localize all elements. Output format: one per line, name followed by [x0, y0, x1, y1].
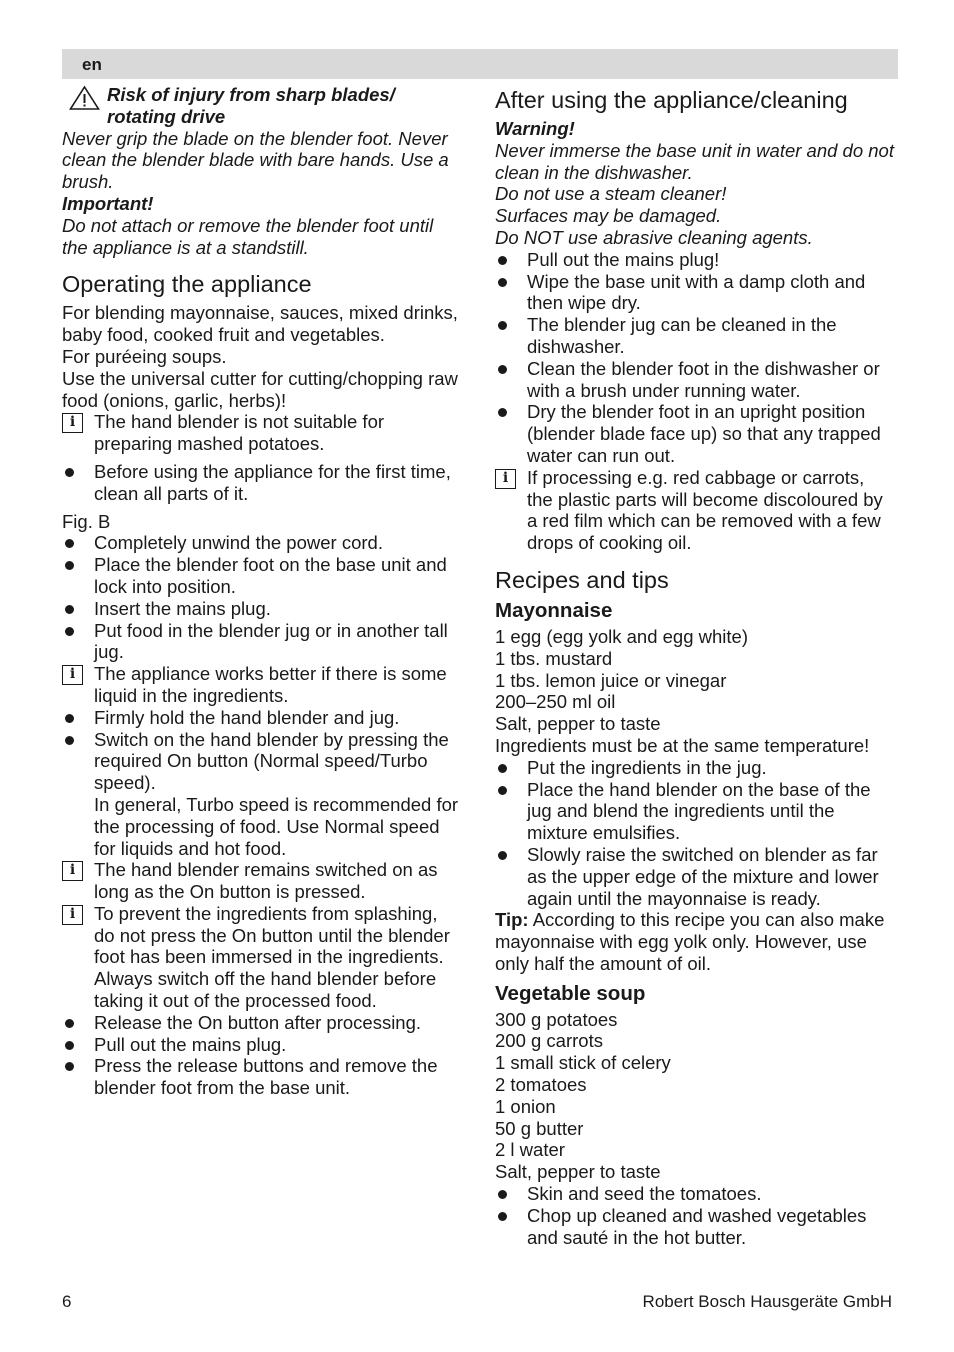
- list-item: Release the On button after processing.: [62, 1012, 462, 1034]
- info-icon: i: [495, 469, 516, 489]
- info-icon: i: [62, 905, 83, 925]
- ingredient-note: Ingredients must be at the same temperature!: [495, 734, 870, 756]
- warning-line: Do not use a steam cleaner!: [495, 183, 727, 205]
- warning-triangle-icon: [62, 85, 107, 111]
- recipes-heading: Recipes and tips: [495, 566, 669, 593]
- ingredient: 200 g carrots: [495, 1030, 603, 1052]
- company-name: Robert Bosch Hausgeräte GmbH: [642, 1292, 892, 1311]
- ingredient: Salt, pepper to taste: [495, 1161, 661, 1183]
- tip-text: Tip: According to this recipe you can also make mayonnaise with egg yolk only. However, use only half the amount of oil.: [495, 909, 885, 974]
- intro-text-1: For blending mayonnaise, sauces, mixed drinks, baby food, cooked fruit and vegetables.: [62, 302, 458, 346]
- info-note: i The appliance works better if there is some liquid in the ingredients.: [62, 663, 462, 707]
- list-item: Firmly hold the hand blender and jug.: [62, 707, 462, 729]
- warning-line: Surfaces may be damaged.: [495, 205, 722, 227]
- page-number: 6: [62, 1292, 72, 1311]
- warning-label: Warning!: [495, 118, 575, 139]
- intro-text-2: For puréeing soups.: [62, 345, 227, 367]
- warning-title-line-1: Risk of injury from sharp blades/: [107, 84, 395, 105]
- warning-text: Never grip the blade on the blender foot. Never clean the blender blade with bare hands. Use a brush.: [62, 127, 449, 193]
- info-icon: i: [62, 413, 83, 433]
- intro-text-3: Use the universal cutter for cutting/chopping raw food (onions, garlic, herbs)!: [62, 367, 458, 411]
- warning-line: Never immerse the base unit in water and do not clean in the dishwasher.: [495, 139, 894, 183]
- left-column: [62, 84, 462, 1099]
- operating-heading: Operating the appliance: [62, 271, 312, 298]
- blade-warning: [62, 84, 462, 128]
- important-label: Important!: [62, 192, 154, 214]
- ingredient: Salt, pepper to taste: [495, 713, 661, 735]
- list-item: Insert the mains plug.: [62, 598, 462, 620]
- figure-label: Fig. B: [62, 510, 111, 532]
- warning-title-line-2: rotating drive: [107, 105, 226, 127]
- warning-line: Do NOT use abrasive cleaning agents.: [495, 226, 813, 248]
- info-icon: i: [62, 861, 83, 881]
- list-item: Switch on the hand blender by pressing the required On button (Normal speed/Turbo speed).: [62, 729, 462, 794]
- info-note: i To prevent the ingredients from splashing, do not press the On button until the blender foot has been immersed in the ingredients. Always switch off the hand blender before taking it out of the processed food.: [62, 903, 462, 1012]
- info-icon: i: [62, 665, 83, 685]
- turbo-note: In general, Turbo speed is recommended for the processing of food. Use Normal speed for liquids and hot food.: [94, 793, 459, 859]
- list-item: Dry the blender foot in an upright position (blender blade face up) so that any trapped water can run out.: [495, 401, 895, 466]
- list-item: Press the release buttons and remove the blender foot from the base unit.: [62, 1055, 462, 1099]
- info-note: i The hand blender remains switched on as long as the On button is pressed.: [62, 859, 462, 903]
- ingredient: 50 g butter: [495, 1117, 584, 1139]
- ingredient: 1 small stick of celery: [495, 1052, 671, 1074]
- list-item: Chop up cleaned and washed vegetables and sauté in the hot butter.: [495, 1205, 895, 1249]
- language-label: en: [82, 55, 102, 74]
- list-item: Put the ingredients in the jug.: [495, 757, 895, 779]
- list-item: Place the blender foot on the base unit and lock into position.: [62, 554, 462, 598]
- list-item: Before using the appliance for the first time, clean all parts of it.: [62, 461, 462, 505]
- ingredient: 2 l water: [495, 1139, 565, 1161]
- ingredient: 1 egg (egg yolk and egg white): [495, 625, 749, 647]
- ingredient: 1 tbs. lemon juice or vinegar: [495, 669, 727, 691]
- tip-label: Tip:: [495, 909, 529, 931]
- list-item: Completely unwind the power cord.: [62, 532, 462, 554]
- list-item: Skin and seed the tomatoes.: [495, 1183, 895, 1205]
- list-item: Slowly raise the switched on blender as far as the upper edge of the mixture and lower again until the mayonnaise is ready.: [495, 844, 895, 909]
- cleaning-heading: After using the appliance/cleaning: [495, 87, 848, 113]
- ingredient: 2 tomatoes: [495, 1074, 587, 1096]
- list-item: The blender jug can be cleaned in the dishwasher.: [495, 314, 895, 358]
- important-text: Do not attach or remove the blender foot until the appliance is at a standstill.: [62, 214, 434, 258]
- info-note: i If processing e.g. red cabbage or carrots, the plastic parts will become discoloured by a red film which can be removed with a few drops of cooking oil.: [495, 467, 895, 554]
- mayonnaise-heading: Mayonnaise: [495, 598, 613, 622]
- language-bar: [62, 49, 898, 79]
- list-item: Clean the blender foot in the dishwasher or with a brush under running water.: [495, 358, 895, 402]
- list-item: Put food in the blender jug or in another tall jug.: [62, 620, 462, 664]
- info-note: i The hand blender is not suitable for preparing mashed potatoes.: [62, 411, 462, 455]
- list-item: Pull out the mains plug.: [62, 1034, 462, 1056]
- list-item: Pull out the mains plug!: [495, 249, 895, 271]
- ingredient: 200–250 ml oil: [495, 691, 616, 713]
- ingredient: 300 g potatoes: [495, 1008, 618, 1030]
- ingredient: 1 onion: [495, 1095, 556, 1117]
- ingredient: 1 tbs. mustard: [495, 647, 613, 669]
- list-item: Place the hand blender on the base of the jug and blend the ingredients until the mixture emulsifies.: [495, 779, 895, 844]
- right-column: [495, 84, 895, 1248]
- vegetable-soup-heading: Vegetable soup: [495, 981, 646, 1005]
- list-item: Wipe the base unit with a damp cloth and then wipe dry.: [495, 271, 895, 315]
